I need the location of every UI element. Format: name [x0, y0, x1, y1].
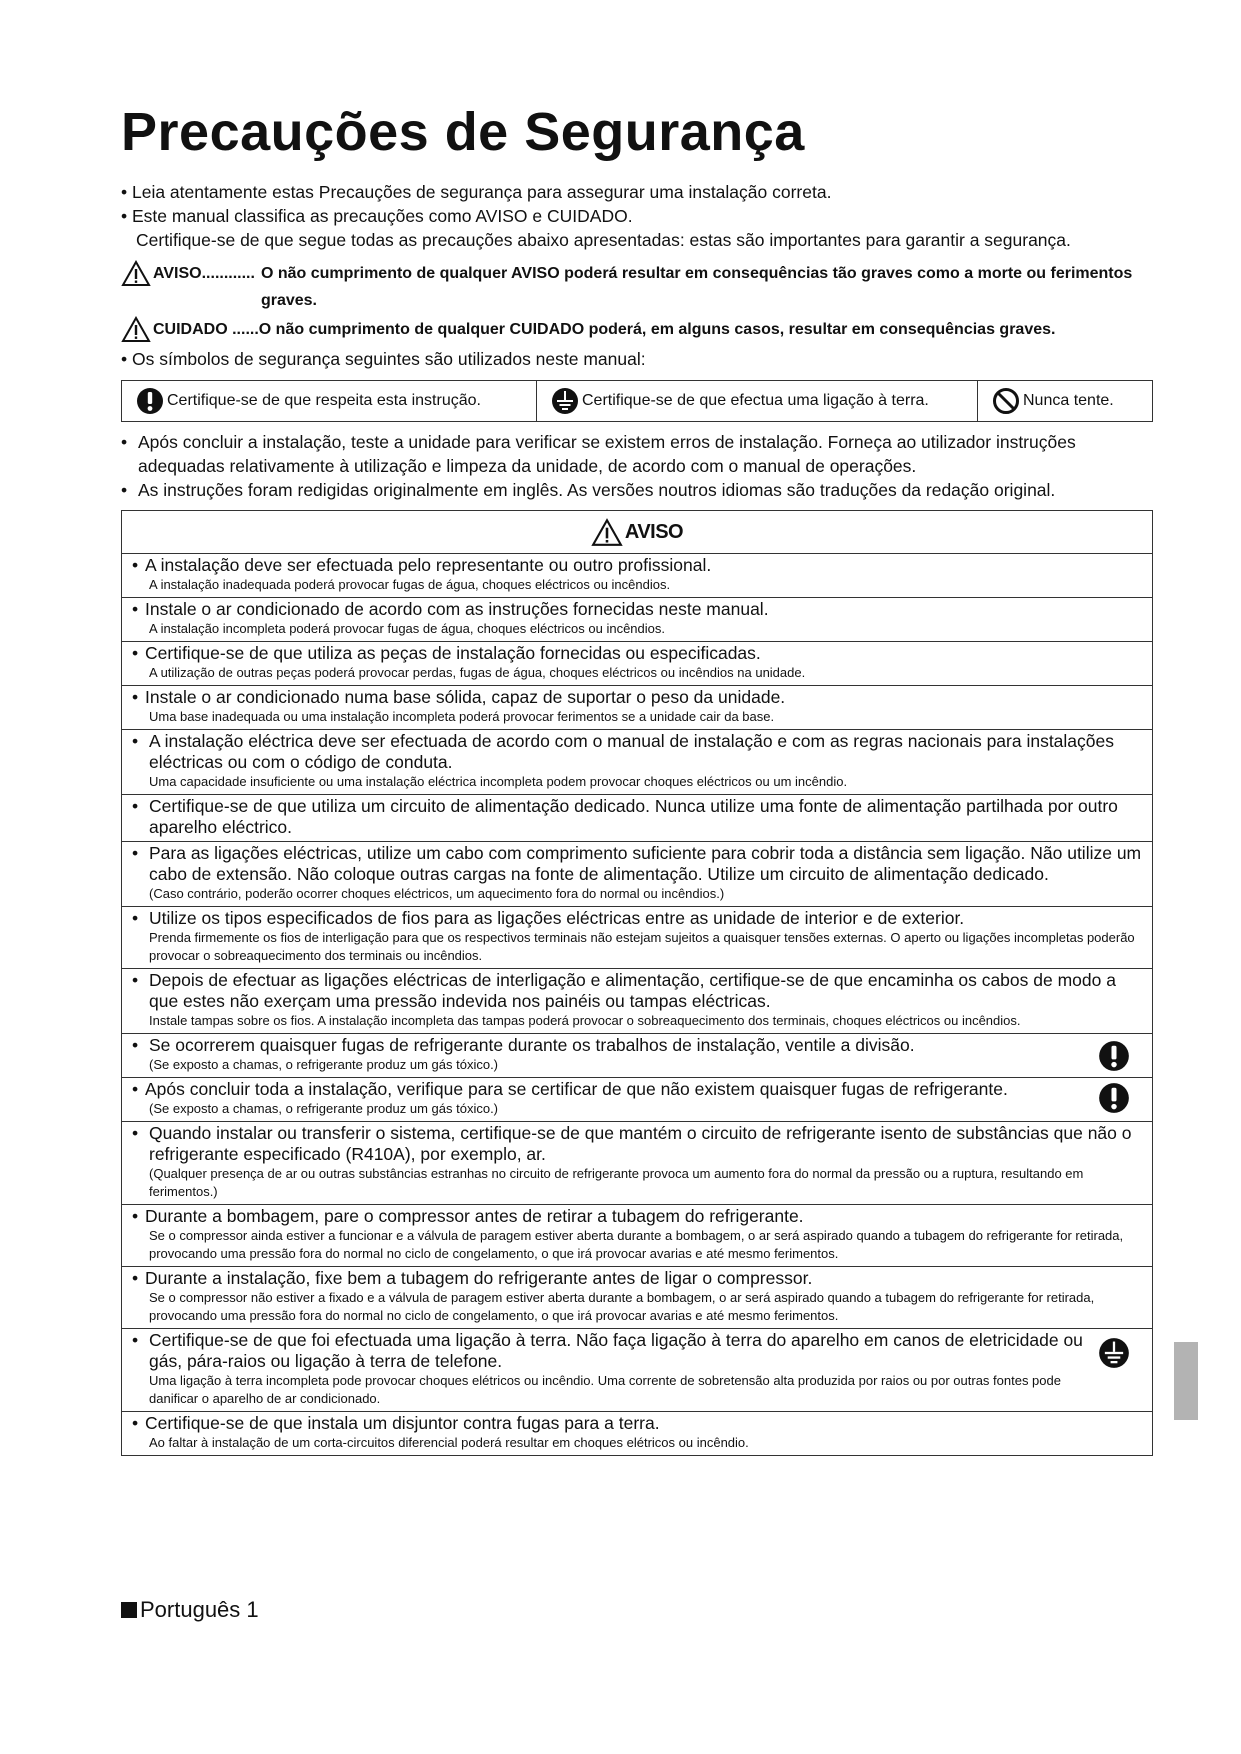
page-number: Português 1 — [140, 1597, 259, 1622]
symbol-follow — [122, 381, 537, 421]
warning-note: A utilização de outras peças poderá provocar perdas, fugas de água, choques eléctricos ou incêndios na unidade. — [149, 665, 806, 680]
symbol-follow-text: Certifique-se de que respeita esta instrução. — [167, 392, 481, 409]
warning-note: Se o compressor ainda estiver a funcionar e a válvula de paragem estiver aberta durante a bombagem, o ar será aspirado quando a tubagem do refrigerante for retirada, provocando uma pressão fora do normal no ciclo de congelamento, o que irá provocar avarias e até mesmo ferimentos. — [149, 1228, 1124, 1261]
page-title: Precauções de Segurança — [121, 102, 805, 162]
symbols-intro: • Os símbolos de segurança seguintes são utilizados neste manual: — [121, 349, 646, 369]
warning-note: (Qualquer presença de ar ou outras substâncias estranhas no circuito de refrigerante provoca um aumento fora do normal da pressão ou a ruptura, resultando em ferimentos.) — [149, 1166, 1084, 1199]
warning-triangle-icon — [591, 518, 623, 547]
warning-note: (Se exposto a chamas, o refrigerante produz um gás tóxico.) — [149, 1101, 499, 1116]
warning-row: • A instalação deve ser efectuada pelo representante ou outro profissional. A instalação inadequada poderá provocar fugas de água, choques eléctricos ou incêndios. — [122, 554, 1152, 598]
warning-note: Instale tampas sobre os fios. A instalação incompleta das tampas poderá provocar o sobreaquecimento dos terminais, choques eléctricos ou incêndios. — [149, 1013, 1021, 1028]
cuidado-label: CUIDADO ...... — [153, 321, 259, 338]
warning-note: A instalação inadequada poderá provocar fugas de água, choques eléctricos ou incêndios. — [149, 577, 671, 592]
aviso-text: O não cumprimento de qualquer AVISO poderá resultar em consequências tão graves como a morte ou ferimentos graves. — [260, 265, 1133, 309]
warning-row: • Para as ligações eléctricas, utilize um cabo com comprimento suficiente para cobrir toda a distância sem ligação. Não utilize um cabo de extensão. Não coloque outras cargas na fonte de alimentação. Utilize um circuito de alimentação dedicado. (Caso contrário, poderão ocorrer choques eléctricos, um aquecimento fora do normal ou incêndios.) — [122, 842, 1152, 907]
cuidado-text: O não cumprimento de qualquer CUIDADO poderá, em alguns casos, resultar em consequências graves. — [258, 321, 1056, 338]
exclamation-icon — [1098, 1040, 1130, 1072]
ground-icon — [551, 387, 579, 415]
warning-box-title: AVISO — [624, 520, 684, 543]
symbol-never-text: Nunca tente. — [1023, 392, 1114, 409]
warning-row: • Utilize os tipos especificados de fios para as ligações eléctricas entre as unidade de interior e de exterior. Prenda firmemente os fios de interligação para que os respectivos terminais não estejam sujeitos a quaisquer tensões externas. O aperto ou ligações incompletas poderão provocar o sobreaquecimento dos terminais ou incêndios. — [122, 907, 1152, 969]
warning-note: (Se exposto a chamas, o refrigerante produz um gás tóxico.) — [149, 1057, 499, 1072]
exclamation-icon — [1098, 1082, 1130, 1114]
prohibited-icon — [992, 387, 1020, 415]
intro-line-3: Certifique-se de que segue todas as precauções abaixo apresentadas: estas são importantes para garantir a segurança. — [136, 230, 1071, 250]
warning-note: (Caso contrário, poderão ocorrer choques eléctricos, um aquecimento fora do normal ou incêndios.) — [149, 886, 725, 901]
warning-main: A instalação deve ser efectuada pelo representante ou outro profissional. — [145, 555, 712, 575]
after-note-1: Após concluir a instalação, teste a unidade para verificar se existem erros de instalação. Forneça ao utilizador instruções adequadas relativamente à utilização e limpeza da unidade, de acordo com o manual de operações. — [138, 432, 1076, 476]
symbol-never — [978, 381, 1152, 421]
intro-line-2: • Este manual classifica as precauções como AVISO e CUIDADO. — [121, 206, 633, 226]
page — [121, 100, 1153, 1456]
warning-row: • Certifique-se de que foi efectuada uma ligação à terra. Não faça ligação à terra do aparelho em canos de eletricidade ou gás, pára-raios ou ligação à terra de telefone. Uma ligação à terra incompleta pode provocar choques elétricos ou incêndio. Uma corrente de sobretensão alta produzida por raios ou por outras fontes pode danificar o aparelho de ar condicionado. — [122, 1329, 1152, 1412]
section-tab — [1174, 1342, 1198, 1420]
ground-icon — [1098, 1337, 1130, 1369]
warning-main: Certifique-se de que utiliza um circuito de alimentação dedicado. Nunca utilize uma fonte de alimentação partilhada por outro aparelho eléctrico. — [149, 796, 1118, 837]
warning-row: • Durante a instalação, fixe bem a tubagem do refrigerante antes de ligar o compressor. Se o compressor não estiver a fixado e a válvula de paragem estiver aberta durante a bombagem, o ar será aspirado quando a tubagem do refrigerante for retirada, provocando uma pressão fora do normal no ciclo de congelamento, o que irá provocar avarias e até mesmo ferimentos. — [122, 1267, 1152, 1329]
warning-main: Após concluir toda a instalação, verifique para se certificar de que não existem quaisquer fugas de refrigerante. — [145, 1079, 1008, 1099]
warning-main: Certifique-se de que utiliza as peças de instalação fornecidas ou especificadas. — [145, 643, 761, 663]
warning-row: • Após concluir toda a instalação, verifique para se certificar de que não existem quaisquer fugas de refrigerante. (Se exposto a chamas, o refrigerante produz um gás tóxico.) — [122, 1078, 1152, 1122]
warning-main: Depois de efectuar as ligações eléctricas de interligação e alimentação, certifique-se de que encaminha os cabos de modo a que estes não exerçam uma pressão indevida nos painéis ou tampas eléctricas. — [149, 970, 1116, 1011]
warning-main: A instalação eléctrica deve ser efectuada de acordo com o manual de instalação e com as regras nacionais para instalações eléctricas ou com o código de conduta. — [149, 731, 1115, 772]
symbol-ground-text: Certifique-se de que efectua uma ligação à terra. — [582, 392, 929, 409]
exclamation-icon — [136, 387, 164, 415]
symbols-legend — [121, 380, 1153, 422]
warning-row: • Instale o ar condicionado de acordo com as instruções fornecidas neste manual. A instalação incompleta poderá provocar fugas de água, choques eléctricos ou incêndios. — [122, 598, 1152, 642]
square-bullet-icon — [121, 1602, 137, 1618]
warning-triangle-icon — [121, 260, 151, 287]
warning-box-header — [122, 511, 1152, 554]
warning-row: • Quando instalar ou transferir o sistema, certifique-se de que mantém o circuito de refrigerante isento de substâncias que não o refrigerante especificado (R410A), por exemplo, ar. (Qualquer presença de ar ou outras substâncias estranhas no circuito de refrigerante provoca um aumento fora do normal da pressão ou a ruptura, resultando em ferimentos.) — [122, 1122, 1152, 1205]
warning-note: Uma ligação à terra incompleta pode provocar choques elétricos ou incêndio. Uma corrente de sobretensão alta produzida por raios ou por outras fontes pode danificar o aparelho de ar condicionado. — [149, 1373, 1061, 1406]
warning-main: Certifique-se de que foi efectuada uma ligação à terra. Não faça ligação à terra do aparelho em canos de eletricidade ou gás, pára-raios ou ligação à terra de telefone. — [149, 1330, 1083, 1371]
warning-main: Instale o ar condicionado numa base sólida, capaz de suportar o peso da unidade. — [145, 687, 786, 707]
aviso-definition — [121, 260, 1153, 314]
warning-main: Durante a instalação, fixe bem a tubagem do refrigerante antes de ligar o compressor. — [145, 1268, 813, 1288]
after-notes: • Após concluir a instalação, teste a unidade para verificar se existem erros de instalação. Forneça ao utilizador instruções adequadas relativamente à utilização e limpeza da unidade, de acordo com o manual de operações. • As instruções foram redigidas originalmente em inglês. As versões noutros idiomas são traduções da redação original. — [121, 430, 1153, 502]
warning-main: Quando instalar ou transferir o sistema, certifique-se de que mantém o circuito de refrigerante isento de substâncias que não o refrigerante especificado (R410A), por exemplo, ar. — [149, 1123, 1132, 1164]
warning-triangle-icon — [121, 316, 151, 343]
warning-main: Certifique-se de que instala um disjuntor contra fugas para a terra. — [145, 1413, 660, 1433]
warning-note: Prenda firmemente os fios de interligação para que os respectivos terminais não estejam sujeitos a quaisquer tensões externas. O aperto ou ligações incompletas poderão provocar o sobreaquecimento dos terminais ou incêndios. — [149, 930, 1135, 963]
warning-main: Para as ligações eléctricas, utilize um cabo com comprimento suficiente para cobrir toda a distância sem ligação. Não utilize um cabo de extensão. Não coloque outras cargas na fonte de alimentação. Utilize um circuito de alimentação dedicado. — [149, 843, 1142, 884]
warning-row: • Instale o ar condicionado numa base sólida, capaz de suportar o peso da unidade. Uma base inadequada ou uma instalação incompleta poderá provocar ferimentos se a unidade cair da base. — [122, 686, 1152, 730]
warning-row: • A instalação eléctrica deve ser efectuada de acordo com o manual de instalação e com as regras nacionais para instalações eléctricas ou com o código de conduta. Uma capacidade insuficiente ou uma instalação eléctrica incompleta podem provocar choques eléctricos ou um incêndio. — [122, 730, 1152, 795]
warning-row: • Certifique-se de que instala um disjuntor contra fugas para a terra. Ao faltar à instalação de um corta-circuitos diferencial poderá resultar em choques elétricos ou incêndio. — [122, 1412, 1152, 1455]
cuidado-definition — [121, 316, 1153, 343]
warning-note: Se o compressor não estiver a fixado e a válvula de paragem estiver aberta durante a bombagem, o ar será aspirado quando a tubagem do refrigerante for retirada, provocando uma pressão fora do normal no ciclo de congelamento, o que irá provocar avarias e até mesmo ferimentos. — [149, 1290, 1095, 1323]
warning-note: Uma base inadequada ou uma instalação incompleta poderá provocar ferimentos se a unidade cair da base. — [149, 709, 775, 724]
intro-line-1: • Leia atentamente estas Precauções de segurança para assegurar uma instalação correta. — [121, 182, 832, 202]
warning-note: Ao faltar à instalação de um corta-circuitos diferencial poderá resultar em choques elétricos ou incêndio. — [149, 1435, 749, 1450]
warning-row: • Certifique-se de que utiliza um circuito de alimentação dedicado. Nunca utilize uma fonte de alimentação partilhada por outro aparelho eléctrico. — [122, 795, 1152, 842]
after-note-2: As instruções foram redigidas originalmente em inglês. As versões noutros idiomas são traduções da redação original. — [138, 480, 1056, 500]
warning-main: Se ocorrerem quaisquer fugas de refrigerante durante os trabalhos de instalação, ventile a divisão. — [149, 1035, 915, 1055]
warning-main: Utilize os tipos especificados de fios para as ligações eléctricas entre as unidade de interior e de exterior. — [149, 908, 965, 928]
warning-box — [121, 510, 1153, 1456]
warning-row: • Certifique-se de que utiliza as peças de instalação fornecidas ou especificadas. A utilização de outras peças poderá provocar perdas, fugas de água, choques eléctricos ou incêndios na unidade. — [122, 642, 1152, 686]
warning-main: Durante a bombagem, pare o compressor antes de retirar a tubagem do refrigerante. — [145, 1206, 804, 1226]
intro — [121, 180, 1153, 252]
warning-row: • Se ocorrerem quaisquer fugas de refrigerante durante os trabalhos de instalação, ventile a divisão. (Se exposto a chamas, o refrigerante produz um gás tóxico.) — [122, 1034, 1152, 1078]
symbol-ground — [537, 381, 978, 421]
warning-row: • Depois de efectuar as ligações eléctricas de interligação e alimentação, certifique-se de que encaminha os cabos de modo a que estes não exerçam uma pressão indevida nos painéis ou tampas eléctricas. Instale tampas sobre os fios. A instalação incompleta das tampas poderá provocar o sobreaquecimento dos terminais, choques eléctricos ou incêndios. — [122, 969, 1152, 1034]
warning-note: A instalação incompleta poderá provocar fugas de água, choques eléctricos ou incêndios. — [149, 621, 665, 636]
warning-row: • Durante a bombagem, pare o compressor antes de retirar a tubagem do refrigerante. Se o compressor ainda estiver a funcionar e a válvula de paragem estiver aberta durante a bombagem, o ar será aspirado quando a tubagem do refrigerante for retirada, provocando uma pressão fora do normal no ciclo de congelamento, o que irá provocar avarias e até mesmo ferimentos. — [122, 1205, 1152, 1267]
warning-main: Instale o ar condicionado de acordo com as instruções fornecidas neste manual. — [145, 599, 769, 619]
page-footer — [121, 1597, 259, 1623]
aviso-label: AVISO............ — [153, 265, 255, 282]
warning-note: Uma capacidade insuficiente ou uma instalação eléctrica incompleta podem provocar choques eléctricos ou um incêndio. — [149, 774, 848, 789]
